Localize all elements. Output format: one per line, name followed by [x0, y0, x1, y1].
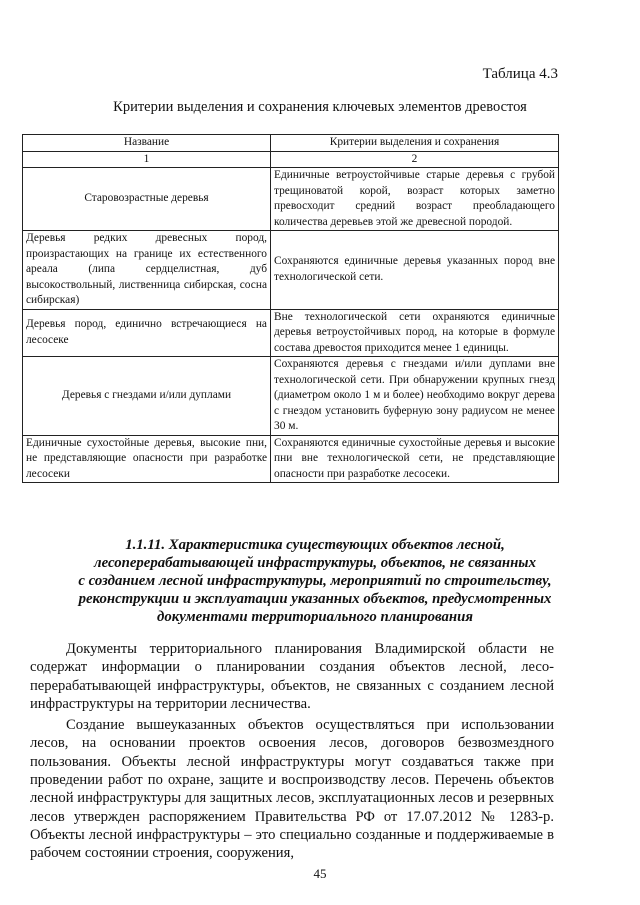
page-number: 45 [313, 866, 327, 881]
table-row [23, 309, 559, 357]
section-heading [30, 536, 600, 626]
row-name: Деревья пород, единично встречающиеся на лесосеке [23, 309, 271, 357]
column-number: 1 [23, 151, 271, 168]
row-criteria: Сохраняются единичные деревья указанных пород вне технологической сети. [271, 231, 559, 310]
table-header-row [23, 135, 559, 152]
table-label: Таблица 4.3 [482, 66, 558, 82]
column-number: 2 [271, 151, 559, 168]
row-name: Единичные сухостойные деревья, высокие пни, не представляющие опасности при разработке лесосеки [23, 435, 271, 483]
row-criteria: Вне технологической сети охраняются единичные деревья ветроустойчивых пород, на которые в формуле состава древостоя приходится менее 1 единицы. [271, 309, 559, 357]
column-header-criteria: Критерии выделения и сохранения [271, 135, 559, 152]
column-number-row [23, 151, 559, 168]
section-heading-line: 1.1.11. Характеристика существующих объектов лесной, [125, 537, 505, 553]
criteria-table [22, 134, 559, 483]
row-name: Деревья с гнездами и/или дуплами [23, 357, 271, 436]
body-text [30, 640, 554, 866]
table-title: Критерии выделения и сохранения ключевых элементов древостоя [113, 99, 527, 115]
section-heading-line: лесоперерабатывающей инфраструктуры, объектов, не связанных [94, 555, 536, 571]
row-name: Старовозрастные деревья [23, 168, 271, 231]
table-row [23, 231, 559, 310]
section-heading-line: с созданием лесной инфраструктуры, мероприятий по строительству, [78, 573, 552, 589]
row-criteria: Сохраняются деревья с гнездами и/или дуплами вне технологической сети. При обнаружении крупных гнезд (диаметром около 1 м и более) необходимо вокруг дерева с гнездом установить буферную зону радиусом не менее 30 м. [271, 357, 559, 436]
table-row [23, 435, 559, 483]
table-row [23, 357, 559, 436]
paragraph: Документы территориального планирования Владимирской области не содержат информации о планировании создания объектов лесной, лесо-перерабатывающей инфраструктуры, объектов, не связанных с созданием лесной инфраструктуры на территории лесничества. [30, 641, 554, 712]
row-name: Деревья редких древесных пород, произрастающих на границе их естественного ареала (липа сердцелистная, дуб высокоствольный, лиственница сибирская, сосна сибирская) [23, 231, 271, 310]
section-heading-line: документами территориального планирования [157, 609, 473, 625]
column-header-name: Название [23, 135, 271, 152]
table-row [23, 168, 559, 231]
section-heading-line: реконструкции и эксплуатации указанных объектов, предусмотренных [78, 591, 552, 607]
paragraph: Создание вышеуказанных объектов осуществляться при использовании лесов, на основании проектов освоения лесов, договоров безвозмездного пользования. Объекты лесной инфраструктуры могут создаваться также при проведении работ по охране, защите и воспроизводству лесов. Перечень объектов лесной инфраструктуры для защитных лесов, эксплуатационных лесов и резервных лесов утвержден распоряжением Правительства РФ от 17.07.2012 № 1283-р. Объекты лесной инфраструктуры – это специально созданные и поддерживаемые в рабочем состоянии строения, сооружения, [30, 717, 554, 862]
row-criteria: Единичные ветроустойчивые старые деревья с грубой трещиноватой корой, возраст которых заметно превосходит средний возраст преобладающего количества деревьев этой же древесной породой. [271, 168, 559, 231]
row-criteria: Сохраняются единичные сухостойные деревья и высокие пни вне технологической сети, не представляющие опасности при разработке лесосеки. [271, 435, 559, 483]
